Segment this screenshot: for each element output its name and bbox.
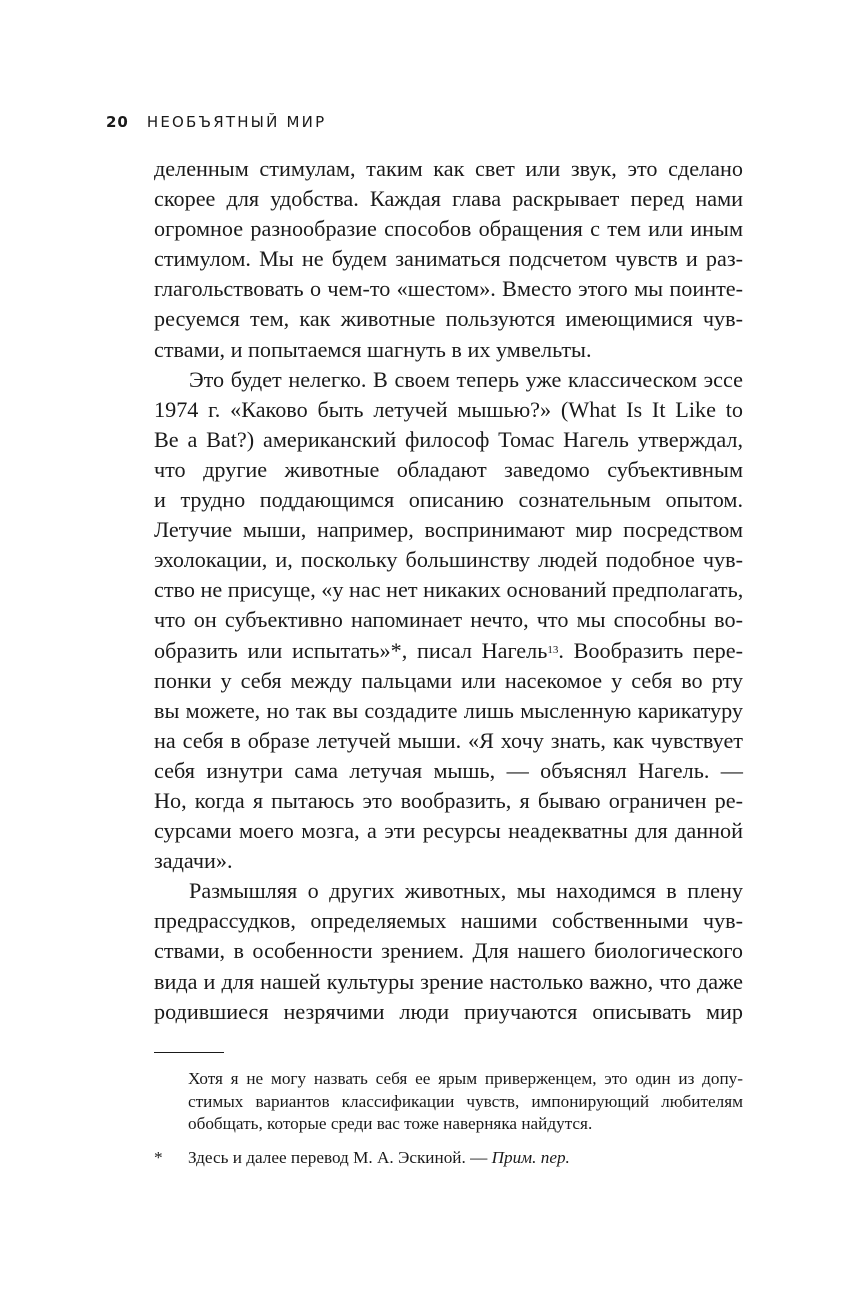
text-fragment: образить или испытать»*, писал Нагель <box>154 637 548 663</box>
text-line: деленным стимулам, таким как свет или звук, это сделано <box>154 156 743 181</box>
text-line: глагольствовать о чем-то «шестом». Вместо этого мы поинте- <box>154 276 743 302</box>
footnote-separator <box>154 1052 224 1053</box>
book-title: НЕОБЪЯТНЫЙ МИР <box>146 113 327 131</box>
text-line: ствами, и попытаемся шагнуть в их умвельты. <box>154 336 592 362</box>
footnote-2 <box>154 1147 743 1170</box>
text-line: ство не присуще, «у нас нет никаких оснований предполагать, <box>154 577 744 603</box>
footnote-text: Здесь и далее перевод М. А. Эскиной. — <box>188 1147 492 1167</box>
footnotes <box>154 1068 743 1169</box>
text-line: родившиеся незрячими люди приучаются описывать мир <box>154 998 743 1024</box>
main-text <box>154 154 743 1027</box>
footnote-marker: * <box>154 1147 163 1167</box>
running-head <box>106 113 326 131</box>
text-line: 1974 г. «Каково быть летучей мышью?» (What Is It Like to <box>154 396 743 422</box>
text-line: Размышляя о других животных, мы находимся в плену <box>189 878 743 904</box>
footnote-line <box>154 1147 743 1170</box>
text-line: что другие животные обладают заведомо субъективным <box>154 456 743 482</box>
footnote-line: стимых вариантов классификации чувств, импонирующий любителям <box>188 1091 743 1111</box>
text-line: Это будет нелегко. В своем теперь уже классическом эссе <box>189 366 743 392</box>
text-line: скорее для удобства. Каждая глава раскрывает перед нами <box>154 186 743 212</box>
text-line: и трудно поддающимся описанию сознательным опытом. <box>154 487 743 513</box>
footnote-reference[interactable]: 13 <box>547 643 559 656</box>
footnote-line: Хотя я не могу назвать себя ее ярым приверженцем, это один из допу- <box>188 1069 743 1088</box>
text-line: понки у себя между пальцами или насекомое у себя во рту <box>154 667 743 693</box>
text-line: предрассудков, определяемых нашими собственными чув- <box>154 908 743 934</box>
text-line: стимулом. Мы не будем заниматься подсчетом чувств и раз- <box>154 246 743 272</box>
text-line: ствами, в особенности зрением. Для нашего биологического <box>154 938 743 964</box>
text-line: Но, когда я пытаюсь это вообразить, я бываю ограничен ре- <box>154 787 743 813</box>
text-line: задачи». <box>154 848 233 874</box>
text-line: вы можете, но так вы создадите лишь мысленную карикатуру <box>154 697 743 723</box>
text-line: эхолокации, и, поскольку большинству людей подобное чув- <box>154 547 743 573</box>
text-line: Be a Bat?) американский философ Томас Нагель утверждал, <box>154 426 743 452</box>
translator-note: Прим. пер. <box>491 1147 570 1167</box>
text-line: что он субъективно напоминает нечто, что мы способны во- <box>154 607 743 633</box>
text-line-with-footnote-ref <box>154 636 743 666</box>
text-line: ресуемся тем, как животные пользуются имеющимися чув- <box>154 306 743 332</box>
text-line: себя изнутри сама летучая мышь, — объяснял Нагель. — <box>154 757 743 783</box>
text-line: огромное разнообразие способов обращения с тем или иным <box>154 216 743 242</box>
text-line: Летучие мыши, например, воспринимают мир посредством <box>154 517 743 543</box>
text-line: вида и для нашей культуры зрение настолько важно, что даже <box>154 968 743 994</box>
footnote-1 <box>154 1068 743 1136</box>
page-number: 20 <box>106 113 129 131</box>
footnote-line: обобщать, которые среди вас тоже наверняка найдутся. <box>188 1114 593 1134</box>
text-line: на себя в образе летучей мыши. «Я хочу знать, как чувствует <box>154 727 743 753</box>
text-line: сурсами моего мозга, а эти ресурсы неадекватны для данной <box>154 818 743 844</box>
text-fragment: . Вообразить пере- <box>558 637 743 663</box>
